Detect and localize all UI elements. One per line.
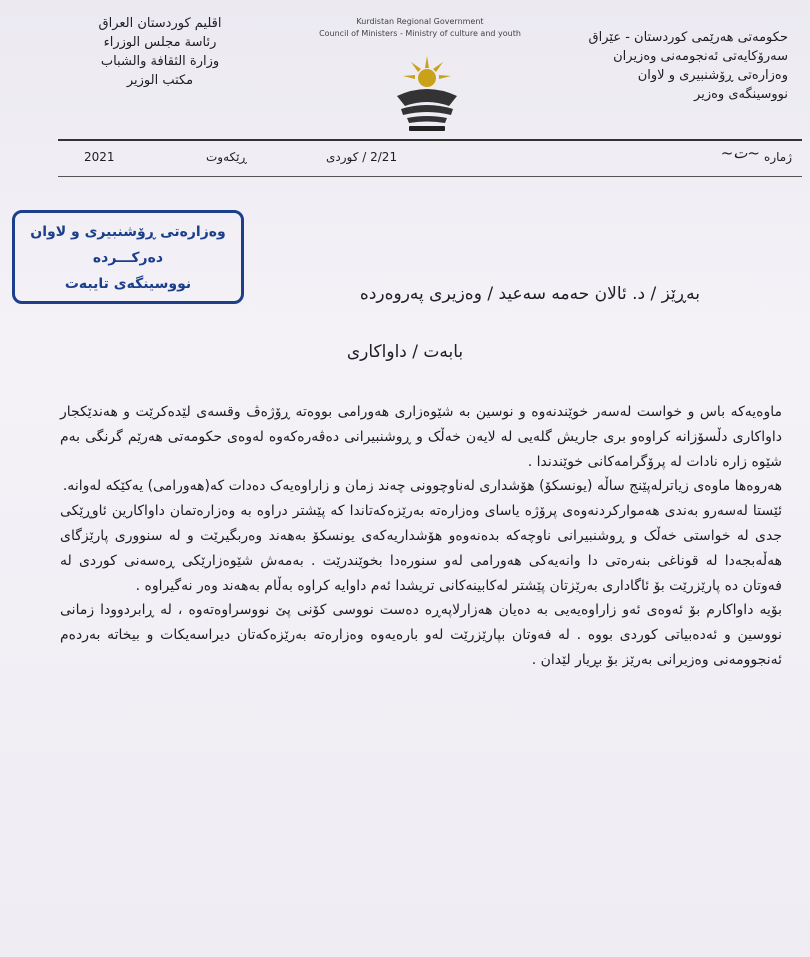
letter-subject: بابەت / داواکاری <box>346 342 464 362</box>
letter-addressee: بەڕێز / د. ئالان حەمە سەعید / وەزیری پەروەردە <box>359 284 700 304</box>
header-line: Kurdistan Regional Government <box>356 17 484 26</box>
header-line: سەرۆکایەتی ئەنجومەنی وەزیران <box>613 49 788 64</box>
header-line: وزارة الثقافة والشباب <box>100 54 220 69</box>
header-line: رئاسة مجلس الوزراء <box>103 35 217 50</box>
header-line: وەزارەتی ڕۆشنبیری و لاوان <box>637 68 788 83</box>
reference-date-label: ڕێکەوت <box>206 150 247 164</box>
reference-number-label: ژمارە <box>764 150 792 164</box>
header-line: اقليم كوردستان العراق <box>98 16 222 31</box>
header-line: مكتب الوزير <box>126 73 194 88</box>
stamp-line: نووسینگەی تایبەت <box>64 276 192 292</box>
body-paragraph: ماوەیەکە باس و خواست لەسەر خوێندنەوە و نوسین بە شێوەزاری هەورامی بووەتە ڕۆژەڤ وقسەی لێدەکرێت و هەندێکجار داواکاری دڵسۆزانە کراوەو بری جاریش گلەیی لە لایەن خەڵک و ڕوشنبیرانی دەڤەرەکەوە لەوەی حکومەتی هەرێم گرنگی بەم شێوە زارە نادات لە پرۆگرامەکانی خوێندندا . <box>60 404 782 470</box>
body-paragraph: ئێستا لەسەرو بەندی هەموارکردنەوەی پرۆژە یاسای وەزارەتە بەرێزەکەتاندا کە پێشتر دراوە بە وەزارەتمان داواکارین ئاوڕێکی جدی لە خواستی خەڵک و ڕوشنبیرانی ناوچەکە بدەنەوەو هۆشداریەکەی یونسکۆ بەهەند وەربگیرێت و لە سنووری پارێزگای هەڵەبجەدا لە قوناغی بنەرەتی دا وانەیەکی هەورامی لەو سنورەدا بخوێندرێت . بەمەش شێوەزارێکی ڕەسەنی کوردی لە فەوتان دە پارێزرێت بۆ ئاگاداری بەرێزتان پێشتر لەکابینەکانی تریشدا ئەم داوایە کراوە بەڵام بەهەند وەر نەگیراوە . <box>60 503 782 594</box>
reference-number-handwritten: ~ت~ <box>720 144 760 162</box>
stamp-line: وەزارەتی ڕۆشنبیری و لاوان <box>30 224 226 240</box>
reference-divider <box>58 176 802 177</box>
header-line: Council of Ministers - Ministry of culture and youth <box>319 29 521 38</box>
header-arabic <box>60 14 260 90</box>
body-paragraph: هەروەها ماوەی زیاترلەپێنج ساڵە (یونسکۆ) هۆشداری لەناوچوونی چەند زمان و زاراوەیەک دەدات کە(هەورامی) یەکێکە لەوانە. <box>62 478 782 495</box>
header-kurdish <box>548 28 788 104</box>
ministry-stamp <box>12 210 244 304</box>
reference-date-kurdish: 2/21 / کوردی <box>326 150 398 164</box>
reference-row <box>58 146 802 172</box>
header-divider <box>58 139 802 141</box>
stamp-line: دەرکـــردە <box>92 250 164 266</box>
body-paragraph: بۆیە داواکارم بۆ ئەوەی ئەو زاراوەیەیی بە دەیان هەزارلاپەڕە دەست نووسی کۆنی پێ نووسراوەتەوە ، لە ڕابردوودا زمانی نووسین و ئەدەبیاتی کوردی بووە . لە فەوتان بپارێزرێت لەو بارەیەوە وەزارەتە بەرێزەکەتان دیراسەیکات و بیخاتە بەردەم ئەنجوومەنی وەزیرانی بەرێز بۆ بڕیار لێدان . <box>60 602 782 668</box>
header-line: حکومەتی هەرێمی کوردستان - عێراق <box>588 30 788 45</box>
header-english <box>300 16 540 40</box>
header-line: نووسینگەی وەزیر <box>694 87 788 102</box>
krg-emblem-icon <box>385 54 469 134</box>
reference-year: 2021 <box>84 150 115 164</box>
letter-body <box>60 400 782 673</box>
